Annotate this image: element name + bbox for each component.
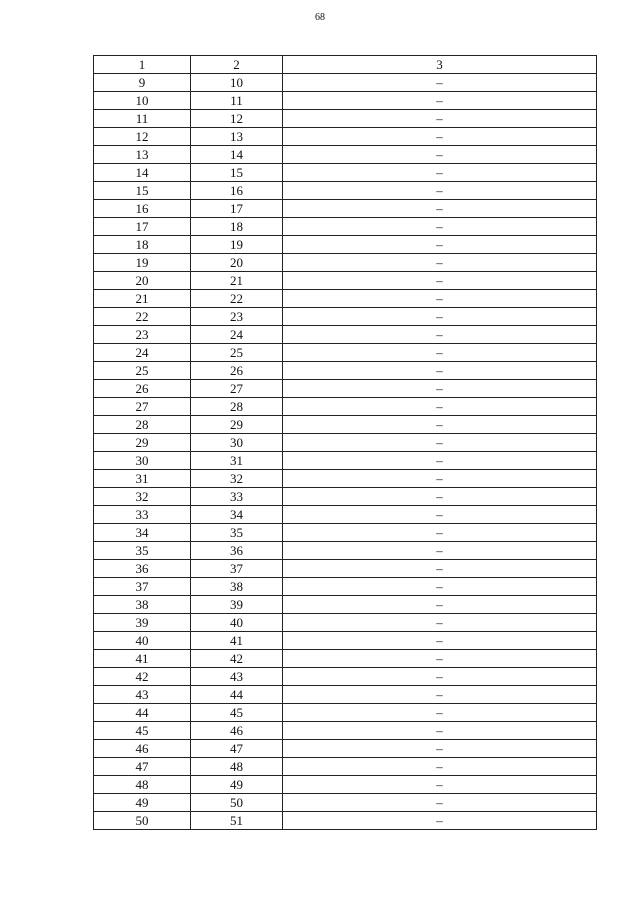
table-row xyxy=(94,812,597,830)
table-cell-col1: 35 xyxy=(94,542,191,560)
table-cell-col3: – xyxy=(283,362,597,380)
table-cell-col3: – xyxy=(283,650,597,668)
table-cell-col1: 25 xyxy=(94,362,191,380)
table-cell-col3: – xyxy=(283,452,597,470)
table-row xyxy=(94,632,597,650)
table-cell-col3: – xyxy=(283,92,597,110)
table-cell-col3: – xyxy=(283,290,597,308)
table-cell-col3: – xyxy=(283,434,597,452)
table-cell-col2: 11 xyxy=(191,92,283,110)
table-cell-col2: 30 xyxy=(191,434,283,452)
table-cell-col1: 46 xyxy=(94,740,191,758)
table-cell-col3: – xyxy=(283,704,597,722)
table-row xyxy=(94,578,597,596)
table-cell-col1: 32 xyxy=(94,488,191,506)
table-row xyxy=(94,362,597,380)
table-row xyxy=(94,614,597,632)
table-cell-col3: – xyxy=(283,380,597,398)
table-cell-col3: – xyxy=(283,596,597,614)
table-cell-col3: – xyxy=(283,686,597,704)
table-cell-col1: 26 xyxy=(94,380,191,398)
table-cell-col2: 47 xyxy=(191,740,283,758)
table-cell-col1: 21 xyxy=(94,290,191,308)
table-cell-col3: – xyxy=(283,200,597,218)
table-cell-col1: 38 xyxy=(94,596,191,614)
table-cell-col2: 32 xyxy=(191,470,283,488)
table-row xyxy=(94,308,597,326)
table-cell-col1: 30 xyxy=(94,452,191,470)
page-number: 68 xyxy=(315,12,325,23)
table-cell-col1: 34 xyxy=(94,524,191,542)
table-cell-col3: – xyxy=(283,146,597,164)
table-row xyxy=(94,794,597,812)
table-cell-col2: 15 xyxy=(191,164,283,182)
table-row xyxy=(94,92,597,110)
table-row xyxy=(94,164,597,182)
table-cell-col2: 23 xyxy=(191,308,283,326)
table-cell-col1: 28 xyxy=(94,416,191,434)
table-row xyxy=(94,506,597,524)
table-cell-col1: 44 xyxy=(94,704,191,722)
table-cell-col2: 26 xyxy=(191,362,283,380)
table-cell-col2: 28 xyxy=(191,398,283,416)
table-cell-col1: 36 xyxy=(94,560,191,578)
table-row xyxy=(94,416,597,434)
table-cell-col1: 48 xyxy=(94,776,191,794)
table-row xyxy=(94,218,597,236)
table-row xyxy=(94,200,597,218)
table-cell-col1: 31 xyxy=(94,470,191,488)
table-cell-col1: 47 xyxy=(94,758,191,776)
table-cell-col3: – xyxy=(283,272,597,290)
table-cell-col2: 41 xyxy=(191,632,283,650)
data-table xyxy=(93,55,597,830)
table-cell-col2: 34 xyxy=(191,506,283,524)
table-cell-col2: 38 xyxy=(191,578,283,596)
table-cell-col3: – xyxy=(283,560,597,578)
table-body xyxy=(94,56,597,830)
table-cell-col1: 49 xyxy=(94,794,191,812)
table-cell-col1: 23 xyxy=(94,326,191,344)
table-cell-col2: 36 xyxy=(191,542,283,560)
table-cell-col3: – xyxy=(283,236,597,254)
table-row xyxy=(94,254,597,272)
table-cell-col1: 33 xyxy=(94,506,191,524)
table-row xyxy=(94,560,597,578)
header-cell-2: 2 xyxy=(191,56,283,74)
table-cell-col2: 35 xyxy=(191,524,283,542)
table-cell-col2: 42 xyxy=(191,650,283,668)
table-row xyxy=(94,344,597,362)
table-cell-col2: 44 xyxy=(191,686,283,704)
table-cell-col2: 29 xyxy=(191,416,283,434)
table-cell-col3: – xyxy=(283,758,597,776)
table-cell-col3: – xyxy=(283,344,597,362)
table-cell-col3: – xyxy=(283,524,597,542)
table-cell-col3: – xyxy=(283,506,597,524)
table-cell-col3: – xyxy=(283,110,597,128)
table-cell-col2: 45 xyxy=(191,704,283,722)
table-row xyxy=(94,434,597,452)
table-cell-col1: 11 xyxy=(94,110,191,128)
table-cell-col1: 10 xyxy=(94,92,191,110)
table-cell-col3: – xyxy=(283,218,597,236)
table-cell-col1: 39 xyxy=(94,614,191,632)
table-cell-col1: 24 xyxy=(94,344,191,362)
table-row xyxy=(94,686,597,704)
table-row xyxy=(94,236,597,254)
table-cell-col2: 27 xyxy=(191,380,283,398)
table-cell-col1: 43 xyxy=(94,686,191,704)
table-cell-col3: – xyxy=(283,182,597,200)
table-cell-col2: 46 xyxy=(191,722,283,740)
table-row xyxy=(94,398,597,416)
table-cell-col1: 13 xyxy=(94,146,191,164)
table-cell-col1: 14 xyxy=(94,164,191,182)
table-cell-col3: – xyxy=(283,542,597,560)
table-cell-col2: 40 xyxy=(191,614,283,632)
table-cell-col2: 25 xyxy=(191,344,283,362)
table-cell-col2: 24 xyxy=(191,326,283,344)
table-cell-col2: 50 xyxy=(191,794,283,812)
table-cell-col3: – xyxy=(283,128,597,146)
table-cell-col1: 50 xyxy=(94,812,191,830)
table-cell-col3: – xyxy=(283,488,597,506)
table-row xyxy=(94,758,597,776)
table-cell-col3: – xyxy=(283,614,597,632)
table-row xyxy=(94,110,597,128)
header-cell-3: 3 xyxy=(283,56,597,74)
table-row xyxy=(94,776,597,794)
table-cell-col2: 39 xyxy=(191,596,283,614)
table-cell-col2: 48 xyxy=(191,758,283,776)
table-cell-col3: – xyxy=(283,578,597,596)
table-cell-col1: 19 xyxy=(94,254,191,272)
table-cell-col2: 16 xyxy=(191,182,283,200)
table-cell-col1: 29 xyxy=(94,434,191,452)
table-cell-col1: 16 xyxy=(94,200,191,218)
table-cell-col2: 17 xyxy=(191,200,283,218)
table-cell-col2: 18 xyxy=(191,218,283,236)
table-cell-col3: – xyxy=(283,812,597,830)
table-row xyxy=(94,668,597,686)
table-row xyxy=(94,722,597,740)
table-cell-col1: 42 xyxy=(94,668,191,686)
table-row xyxy=(94,146,597,164)
table-cell-col2: 49 xyxy=(191,776,283,794)
table-cell-col2: 43 xyxy=(191,668,283,686)
table-cell-col2: 19 xyxy=(191,236,283,254)
table-row xyxy=(94,380,597,398)
table-cell-col1: 15 xyxy=(94,182,191,200)
table-cell-col3: – xyxy=(283,254,597,272)
table-row xyxy=(94,74,597,92)
table-cell-col1: 41 xyxy=(94,650,191,668)
table-cell-col3: – xyxy=(283,794,597,812)
header-cell-1: 1 xyxy=(94,56,191,74)
table-cell-col3: – xyxy=(283,74,597,92)
table-row xyxy=(94,704,597,722)
table-row xyxy=(94,290,597,308)
table-cell-col3: – xyxy=(283,326,597,344)
table-cell-col2: 20 xyxy=(191,254,283,272)
table-cell-col1: 12 xyxy=(94,128,191,146)
table-cell-col2: 21 xyxy=(191,272,283,290)
table-row xyxy=(94,326,597,344)
table-cell-col3: – xyxy=(283,164,597,182)
table-cell-col3: – xyxy=(283,470,597,488)
table-cell-col2: 33 xyxy=(191,488,283,506)
table-cell-col1: 20 xyxy=(94,272,191,290)
table-cell-col2: 22 xyxy=(191,290,283,308)
table-row xyxy=(94,524,597,542)
table-cell-col3: – xyxy=(283,308,597,326)
table-row xyxy=(94,596,597,614)
table-row xyxy=(94,488,597,506)
table-cell-col2: 37 xyxy=(191,560,283,578)
table-row xyxy=(94,128,597,146)
table-cell-col1: 17 xyxy=(94,218,191,236)
table-cell-col3: – xyxy=(283,722,597,740)
table-cell-col3: – xyxy=(283,776,597,794)
table-row xyxy=(94,542,597,560)
table-row xyxy=(94,452,597,470)
table-cell-col1: 22 xyxy=(94,308,191,326)
table-cell-col3: – xyxy=(283,416,597,434)
table-cell-col2: 12 xyxy=(191,110,283,128)
table-cell-col1: 45 xyxy=(94,722,191,740)
table-row xyxy=(94,272,597,290)
table-cell-col3: – xyxy=(283,398,597,416)
table-cell-col3: – xyxy=(283,632,597,650)
table-cell-col2: 14 xyxy=(191,146,283,164)
table-cell-col3: – xyxy=(283,668,597,686)
table-cell-col2: 31 xyxy=(191,452,283,470)
table-cell-col2: 10 xyxy=(191,74,283,92)
table-cell-col1: 9 xyxy=(94,74,191,92)
table-row xyxy=(94,470,597,488)
table-cell-col2: 13 xyxy=(191,128,283,146)
table-row xyxy=(94,650,597,668)
table-cell-col1: 27 xyxy=(94,398,191,416)
table-header-row xyxy=(94,56,597,74)
table-row xyxy=(94,182,597,200)
table-row xyxy=(94,740,597,758)
table-cell-col1: 18 xyxy=(94,236,191,254)
table-cell-col2: 51 xyxy=(191,812,283,830)
table-cell-col3: – xyxy=(283,740,597,758)
table-cell-col1: 40 xyxy=(94,632,191,650)
table-cell-col1: 37 xyxy=(94,578,191,596)
